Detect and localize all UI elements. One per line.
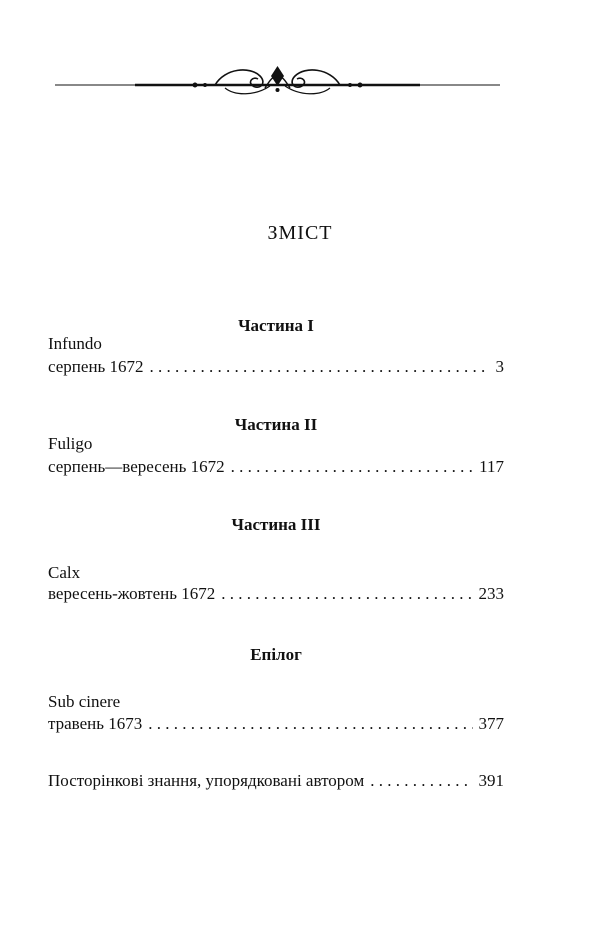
page-number: 377 [478,714,504,733]
flourish-divider-icon [55,58,500,98]
part-name: Infundo [48,334,102,353]
part-heading: Частина І [238,316,314,335]
entry-period: серпень 1672 [48,357,144,376]
part-name: Calx [48,563,81,582]
part-name: Sub cinere [48,692,121,711]
toc-entry-appendix[interactable] [48,771,504,791]
part-heading: Частина ІІ [234,415,318,434]
entry-period: вересень-жовтень 1672 [48,584,216,603]
dot-leader [148,714,472,734]
toc-entry[interactable] [48,714,504,734]
toc-entry[interactable] [48,357,504,377]
entry-period: серпень—вересень 1672 [48,457,225,476]
appendix-label: Посторінкові знання, упорядковані автором [48,771,365,790]
part-heading: Частина ІІІ [231,515,321,534]
page-number: 233 [478,584,504,603]
part-heading: Епілог [250,645,302,664]
part-name: Fuligo [48,434,93,453]
dot-leader [221,584,472,604]
dot-leader [150,357,490,377]
dot-leader [231,457,473,477]
toc-title: ЗМІСТ [267,222,333,244]
toc-entry[interactable] [48,457,504,477]
toc-entry[interactable] [48,584,504,604]
page-number: 117 [479,457,504,476]
dot-leader [370,771,472,791]
page-number: 3 [495,357,504,376]
page-number: 391 [478,771,504,790]
entry-period: травень 1673 [48,714,143,733]
